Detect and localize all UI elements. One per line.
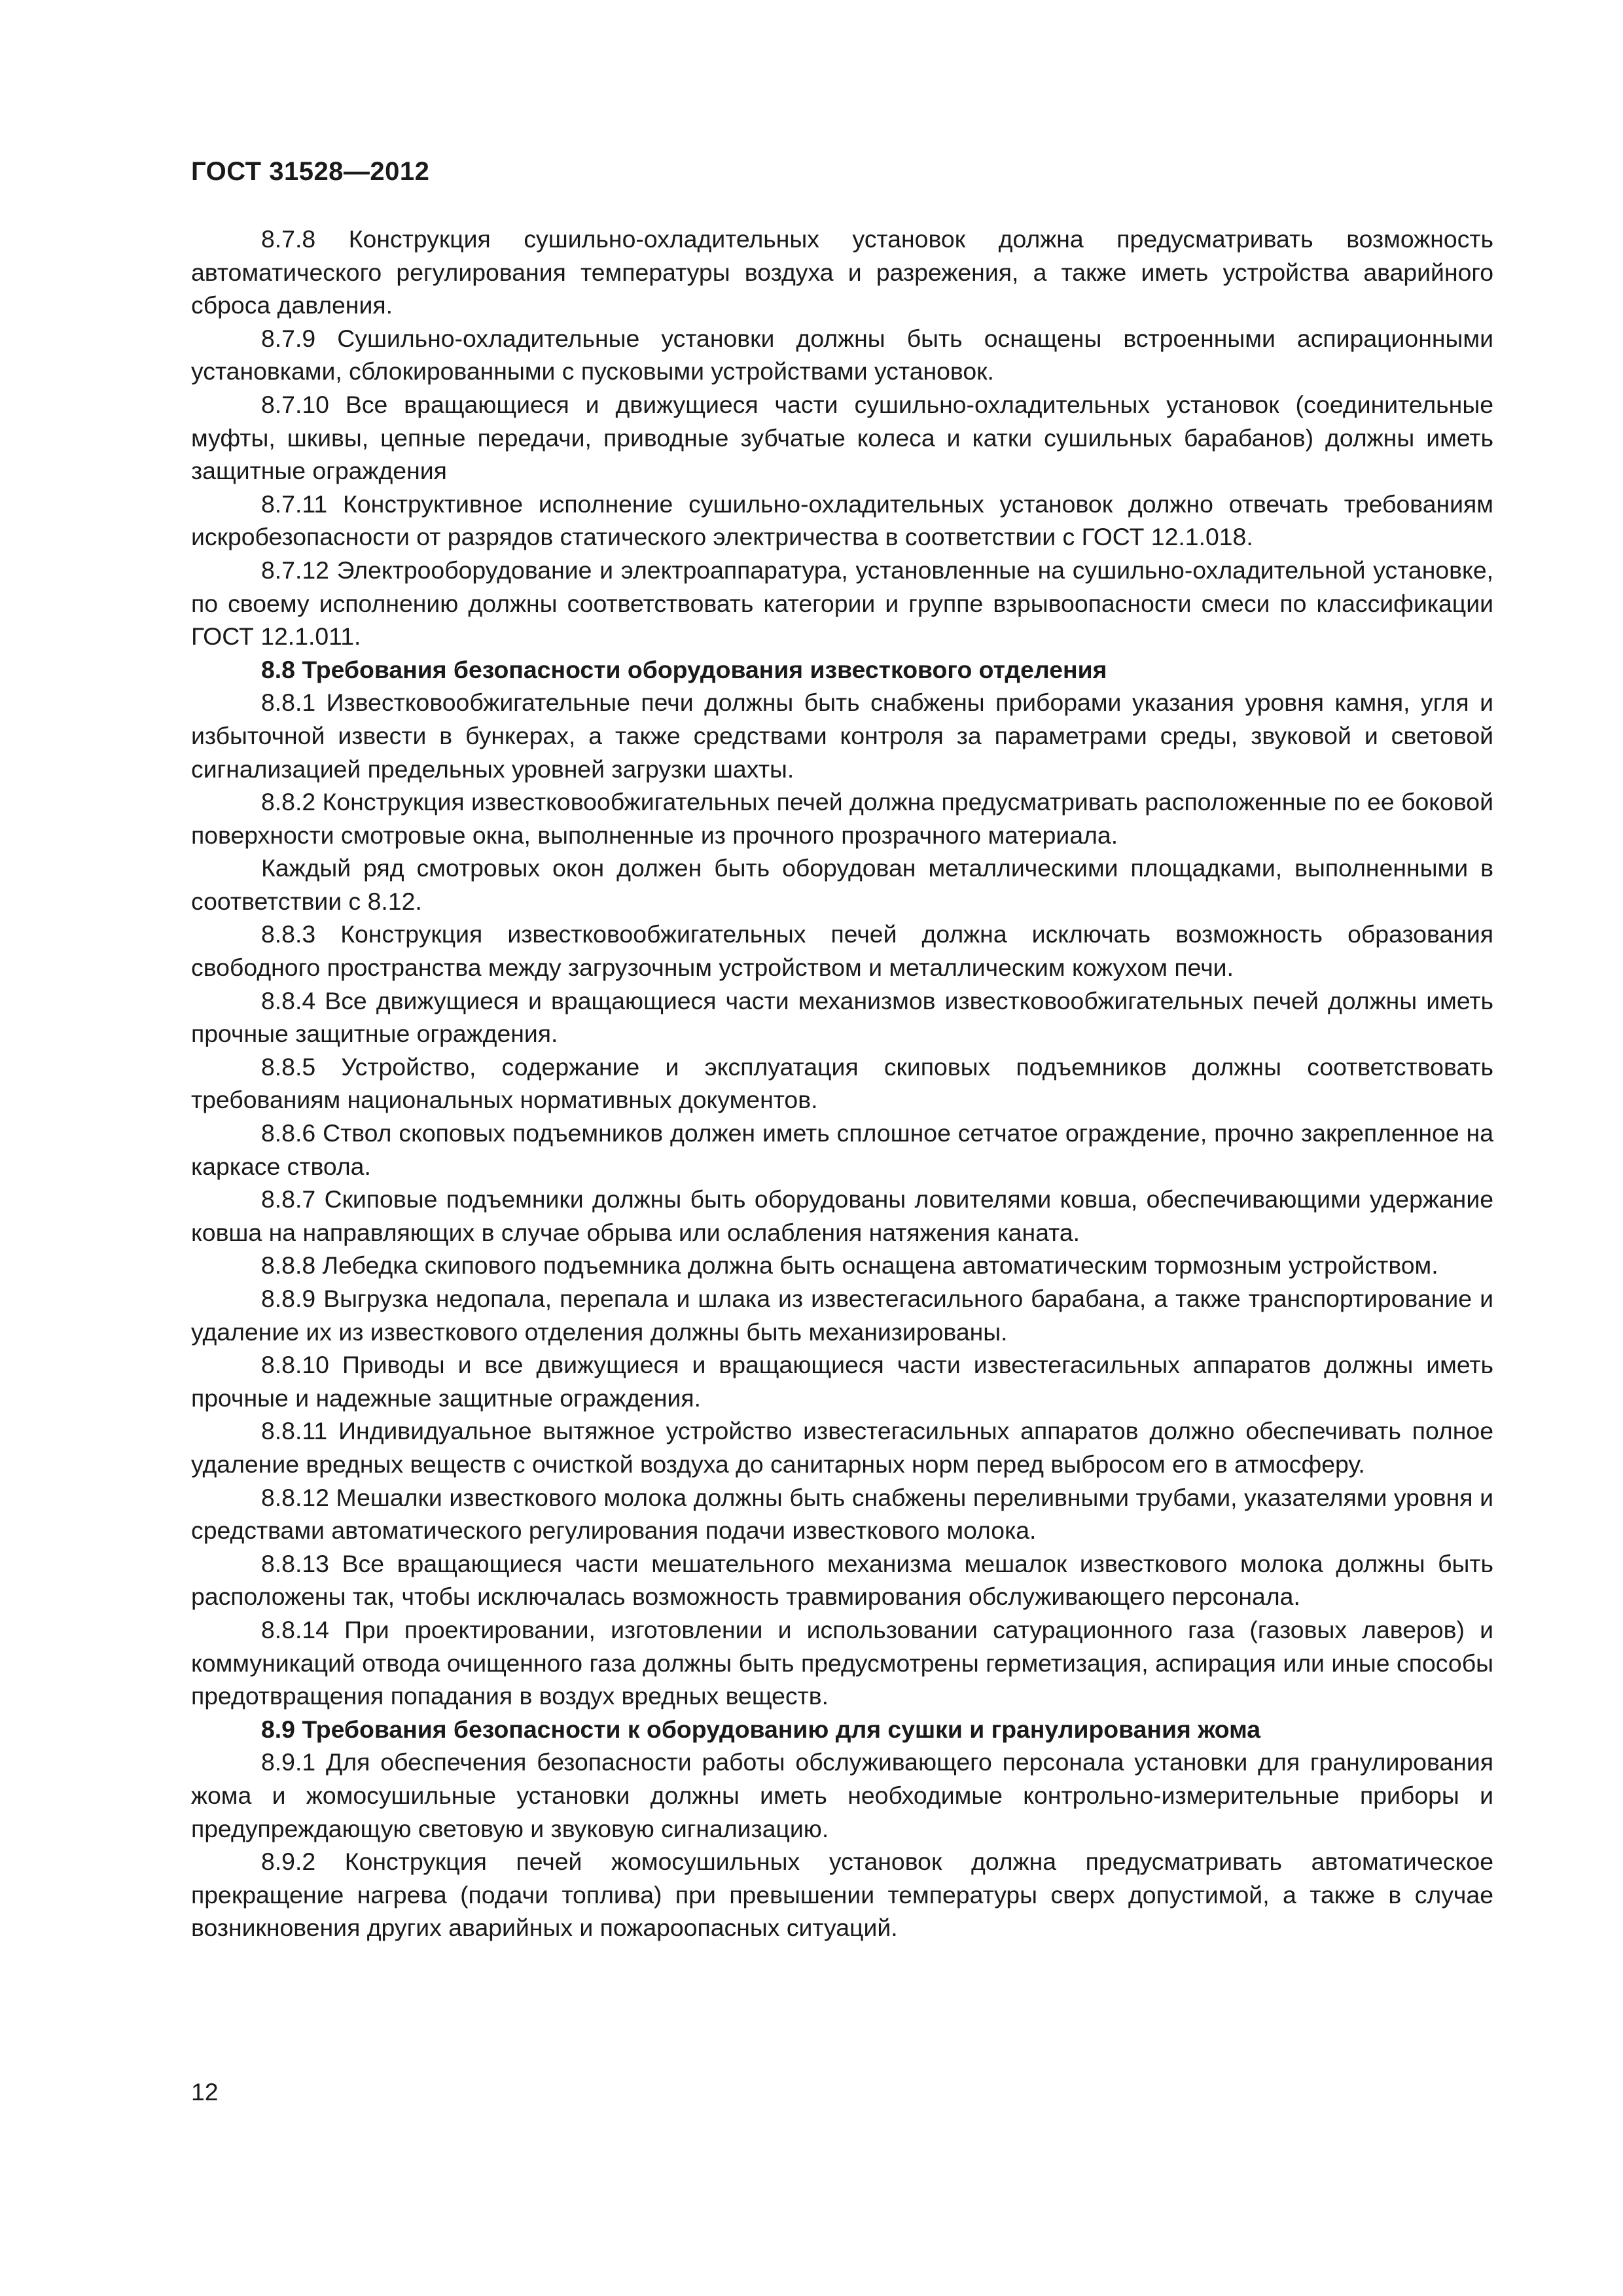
paragraph-8-8-9: 8.8.9 Выгрузка недопала, перепала и шлака из известегасильного барабана, а также транспортирование и удаление их из известкового отделения должны быть механизированы. [191, 1285, 1493, 1346]
document-header-id: ГОСТ 31528—2012 [191, 157, 430, 186]
paragraph-8-8-6: 8.8.6 Ствол скоповых подъемников должен иметь сплошное сетчатое ограждение, прочно закрепленное на каркасе ствола. [191, 1119, 1493, 1180]
section-heading-8-9: 8.9 Требования безопасности к оборудованию для сушки и гранулирования жома [261, 1715, 1261, 1743]
paragraph-8-8-10: 8.8.10 Приводы и все движущиеся и вращающиеся части известегасильных аппаратов должны иметь прочные и надежные защитные ограждения. [191, 1351, 1493, 1412]
section-heading-8-8: 8.8 Требования безопасности оборудования известкового отделения [261, 655, 1107, 683]
paragraph-8-8-14: 8.8.14 При проектировании, изготовлении и использовании сатурационного газа (газовых лаверов) и коммуникаций отвода очищенного газа должны быть предусмотрены герметизация, аспирация или иные способы предотвращения попадания в воздух вредных веществ. [191, 1615, 1493, 1710]
paragraph-8-7-12: 8.7.12 Электрооборудование и электроаппаратура, установленные на сушильно-охладительной установке, по своему исполнению должны соответствовать категории и группе взрывоопасности смеси по классификации ГОСТ 12.1.011. [191, 556, 1493, 651]
paragraph-8-8-4: 8.8.4 Все движущиеся и вращающиеся части механизмов известковообжигательных печей должны иметь прочные защитные ограждения. [191, 986, 1493, 1048]
paragraph-8-8-8: 8.8.8 Лебедка скипового подъемника должна быть оснащена автоматическим тормозным устройством. [261, 1251, 1438, 1280]
paragraph-8-8-7: 8.8.7 Скиповые подъемники должны быть оборудованы ловителями ковша, обеспечивающими удержание ковша на направляющих в случае обрыва или ослабления натяжения каната. [191, 1185, 1493, 1246]
paragraph-8-9-1: 8.9.1 Для обеспечения безопасности работы обслуживающего персонала установки для гранулирования жома и жомосушильные установки должны иметь необходимые контрольно-измерительные приборы и предупреждающую световую и звуковую сигнализацию. [191, 1748, 1493, 1842]
page-number: 12 [191, 2078, 219, 2106]
paragraph-8-7-11: 8.7.11 Конструктивное исполнение сушильно-охладительных установок должно отвечать требованиям искробезопасности от разрядов статического электричества в соответствии с ГОСТ 12.1.018. [191, 490, 1493, 551]
paragraph-8-8-3: 8.8.3 Конструкция известковообжигательных печей должна исключать возможность образования свободного пространства между загрузочным устройством и металлическим кожухом печи. [191, 920, 1493, 982]
paragraph-8-7-8: 8.7.8 Конструкция сушильно-охладительных установок должна предусматривать возможность автоматического регулирования температуры воздуха и разрежения, а также иметь устройства аварийного сброса давления. [191, 225, 1493, 319]
document-body [191, 223, 1493, 1945]
paragraph-8-8-2-continued: Каждый ряд смотровых окон должен быть оборудован металлическими площадками, выполненными в соответствии с 8.12. [191, 854, 1493, 915]
paragraph-8-8-2: 8.8.2 Конструкция известковообжигательных печей должна предусматривать расположенные по ее боковой поверхности смотровые окна, выполненные из прочного прозрачного материала. [191, 788, 1493, 849]
paragraph-8-8-5: 8.8.5 Устройство, содержание и эксплуатация скиповых подъемников должны соответствовать требованиям национальных нормативных документов. [191, 1052, 1493, 1114]
paragraph-8-9-2: 8.9.2 Конструкция печей жомосушильных установок должна предусматривать автоматическое прекращение нагрева (подачи топлива) при превышении температуры сверх допустимой, а также в случае возникновения других аварийных и пожароопасных ситуаций. [191, 1848, 1493, 1942]
paragraph-8-8-12: 8.8.12 Мешалки известкового молока должны быть снабжены переливными трубами, указателями уровня и средствами автоматического регулирования подачи известкового молока. [191, 1483, 1493, 1545]
paragraph-8-8-1: 8.8.1 Известковообжигательные печи должны быть снабжены приборами указания уровня камня, угля и избыточной извести в бункерах, а также средствами контроля за параметрами среды, звуковой и световой сигнализацией предельных уровней загрузки шахты. [191, 689, 1493, 783]
paragraph-8-8-11: 8.8.11 Индивидуальное вытяжное устройство известегасильных аппаратов должно обеспечивать полное удаление вредных веществ с очисткой воздуха до санитарных норм перед выбросом его в атмосферу. [191, 1417, 1493, 1478]
paragraph-8-7-9: 8.7.9 Сушильно-охладительные установки должны быть оснащены встроенными аспирационными установками, сблокированными с пусковыми устройствами установок. [191, 324, 1493, 386]
paragraph-8-7-10: 8.7.10 Все вращающиеся и движущиеся части сушильно-охладительных установок (соединительные муфты, шкивы, цепные передачи, приводные зубчатые колеса и катки сушильных барабанов) должны иметь защитные ограждения [191, 390, 1493, 485]
paragraph-8-8-13: 8.8.13 Все вращающиеся части мешательного механизма мешалок известкового молока должны быть расположены так, чтобы исключалась возможность травмирования обслуживающего персонала. [191, 1549, 1493, 1611]
